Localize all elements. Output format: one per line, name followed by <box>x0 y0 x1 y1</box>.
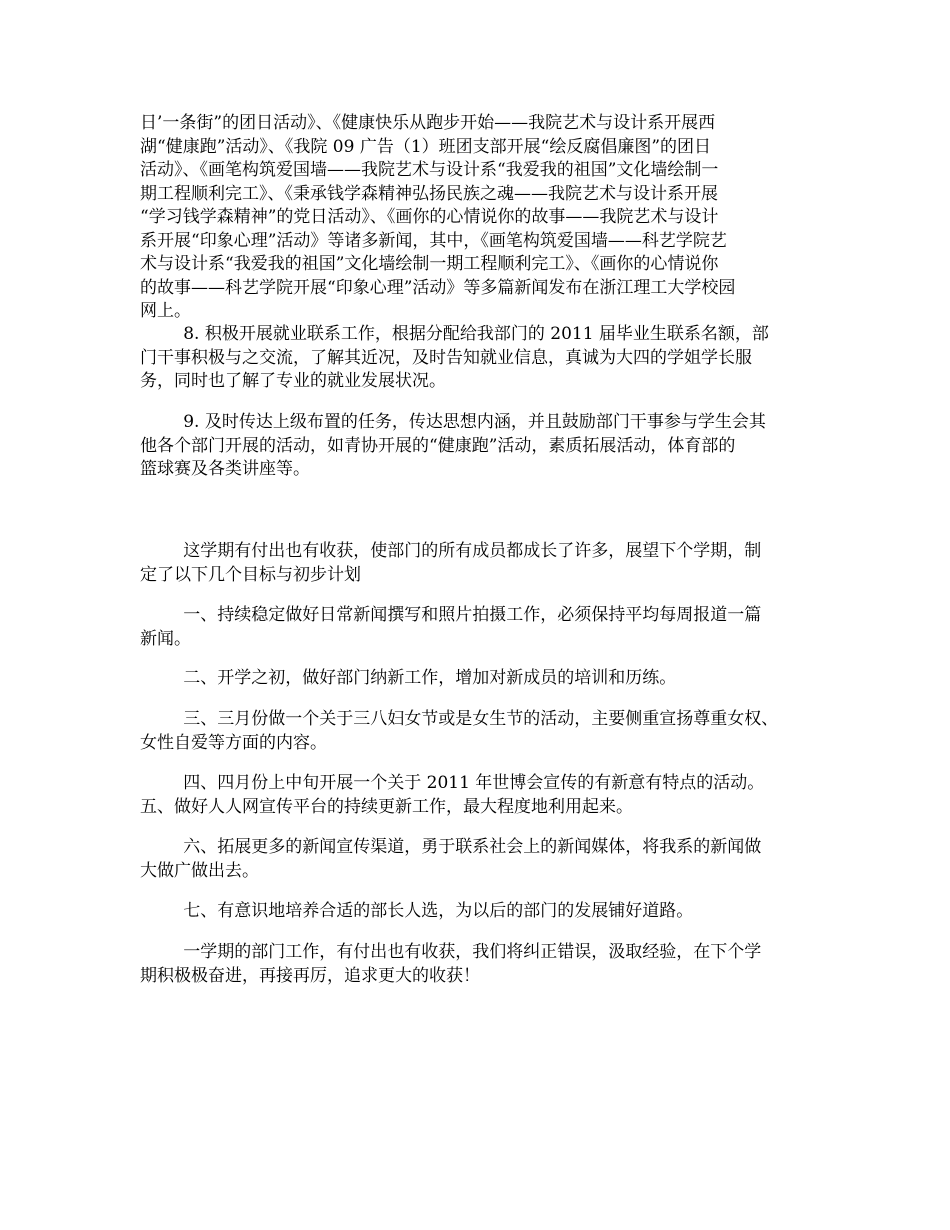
paragraph-goal-2: 二、开学之初，做好部门纳新工作，增加对新成员的培训和历练。 <box>140 668 677 688</box>
paragraph-item-9-tasks: 9. 及时传达上级布置的任务，传达思想内涵，并且鼓励部门干事参与学生会其 他各个部门开展的活动，如青协开展的“健康跑”活动，素质拓展活动，体育部的 篮球赛及各类讲座等。 <box>140 412 766 479</box>
paragraph-semester-summary: 这学期有付出也有收获，使部门的所有成员都成长了许多，展望下个学期，制 定了以下几个目标与初步计划 <box>140 541 762 585</box>
paragraph-goal-7: 七、有意识地培养合适的部长人选，为以后的部门的发展铺好道路。 <box>140 901 694 921</box>
paragraph-goal-4-5: 四、四月份上中旬开展一个关于 2011 年世博会宣传的有新意有特点的活动。 五、做好人人网宣传平台的持续更新工作，最大程度地利用起来。 <box>140 773 765 817</box>
paragraph-news-list: 日’一条街”的团日活动》、《健康快乐从跑步开始——我院艺术与设计系开展西 湖“健康跑”活动》、《我院 09 广告（1）班团支部开展“绘反腐倡廉图”的团日 活动》、《画笔构筑爱国墙——我院艺术与设计系“我爱我的祖国”文化墙绘制一 期工程顺利完工》、《秉承钱学森精神弘扬民族之魂——我院艺术与设计系开展 “学习钱学森精神”的党日活动》、《画你的心情说你的故事——我院艺术与设计 系开展“印象心理”活动》等诸多新闻，其中，《画笔构筑爱国墙——科艺学院艺 术与设计系“我爱我的祖国”文化墙绘制一期工程顺利完工》、《画你的心情说你 的故事——科艺学院开展“印象心理”活动》等多篇新闻发布在浙江理工大学校园 网上。 <box>140 113 736 321</box>
paragraph-item-8-employment: 8. 积极开展就业联系工作，根据分配给我部门的 2011 届毕业生联系名额，部 门干事积极与之交流，了解其近况，及时告知就业信息，真诚为大四的学姐学长服 务，同时也了解了专业的就业发展状况。 <box>140 324 769 391</box>
paragraph-goal-6: 六、拓展更多的新闻宣传渠道，勇于联系社会上的新闻媒体，将我系的新闻做 大做广做出去。 <box>140 837 762 881</box>
paragraph-goal-3: 三、三月份做一个关于三八妇女节或是女生节的活动，主要侧重宣扬尊重女权、 女性自爱等方面的内容。 <box>140 709 779 753</box>
paragraph-conclusion: 一学期的部门工作，有付出也有收获，我们将纠正错误，汲取经验，在下个学 期积极极奋进，再接再厉，追求更大的收获！ <box>140 942 762 986</box>
paragraph-goal-1: 一、持续稳定做好日常新闻撰写和照片拍摄工作，必须保持平均每周报道一篇 新闻。 <box>140 605 762 649</box>
